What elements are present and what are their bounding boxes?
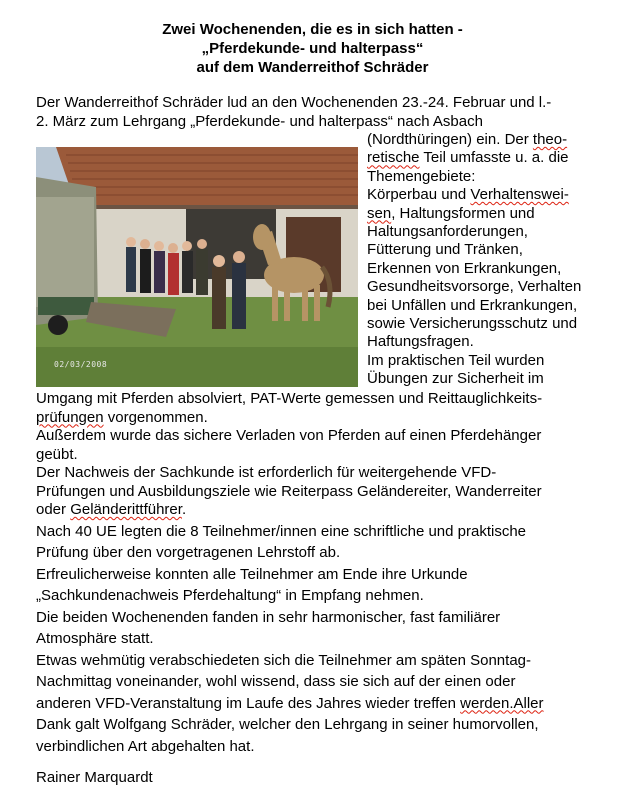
main-line: Erfreulicherweise konnten alle Teilnehmer am Ende ihre Urkunde: [36, 565, 468, 583]
side-text: Gesundheitsvorsorge, Verhalten: [367, 278, 582, 296]
side-text: Themengebiete:: [367, 167, 476, 185]
side-text: Teil umfasste u. a. die: [419, 149, 569, 167]
photo-illustration: [36, 147, 358, 387]
main-line: Nachmittag voneinander, wohl wissend, dass sie sich auf der einen oder: [36, 673, 516, 690]
main-line: Umgang mit Pferden absolviert, PAT-Werte gemessen und Reittauglichkeits-: [36, 390, 543, 407]
side-text: Fütterung und Tränken,: [367, 241, 523, 259]
side-text: Im praktischen Teil wurden: [367, 351, 545, 369]
article-title: [0, 20, 625, 77]
side-text: (Nordthüringen) ein. Der: [367, 131, 533, 148]
main-line: vorgenommen.: [103, 408, 208, 426]
intro-paragraph: [36, 94, 611, 131]
side-text: , Haltungsformen und: [391, 204, 535, 222]
side-text: bei Unfällen und Erkrankungen,: [367, 296, 578, 314]
main-line: anderen VFD-Veranstaltung im Laufe des Jahres wieder treffen: [36, 694, 461, 712]
spellcheck-word: Verhaltenswei-: [470, 186, 569, 204]
spellcheck-word: theo-: [532, 131, 568, 148]
side-text: Übungen zur Sicherheit im: [367, 370, 544, 388]
main-line: oder: [36, 501, 71, 518]
main-line: .: [181, 501, 187, 518]
main-line: Prüfung über den vorgetragenen Lehrstoff ab.: [36, 544, 341, 561]
main-line: Dank galt Wolfgang Schräder, welcher den Lehrgang in seiner humorvollen,: [36, 716, 539, 733]
spellcheck-word: werden.Aller: [460, 694, 544, 712]
main-line: Außerdem wurde das sichere Verladen von Pferden auf einen Pferdehänger: [36, 427, 542, 444]
intro-line-2: 2. März zum Lehrgang „Pferdekunde- und halterpass“ nach Asbach: [36, 112, 483, 130]
main-line: „Sachkundenachweis Pferdehaltung“ in Empfang nehmen.: [36, 587, 424, 604]
main-line: Nach 40 UE legten die 8 Teilnehmer/innen eine schriftliche und praktische: [36, 522, 527, 540]
group-photo: [36, 147, 358, 387]
topics-column: [367, 131, 617, 388]
main-line: Der Nachweis der Sachkunde ist erforderlich für weitergehende VFD-: [36, 464, 497, 481]
side-text: Haltungsanforderungen,: [367, 222, 528, 240]
main-paragraph: [36, 390, 611, 756]
spellcheck-word: sen: [367, 204, 392, 222]
photo-date-stamp: 02/03/2008: [54, 360, 108, 369]
intro-line-1: Der Wanderreithof Schräder lud an den Wochenenden 23.-24. Februar und l.-: [36, 94, 552, 111]
main-line: geübt.: [36, 445, 78, 463]
main-line: Atmosphäre statt.: [36, 630, 154, 647]
main-line: Prüfungen und Ausbildungsziele wie Reiterpass Geländereiter, Wanderreiter: [36, 482, 542, 500]
side-text: Körperbau und: [367, 186, 471, 204]
title-line-3: auf dem Wanderreithof Schräder: [196, 59, 429, 76]
main-line: Etwas wehmütig verabschiedeten sich die Teilnehmer am späten Sonntag-: [36, 651, 531, 669]
title-line-2: „Pferdekunde- und halterpass“: [201, 40, 424, 57]
author-name: Rainer Marquardt: [36, 769, 153, 786]
spellcheck-word: retische: [367, 149, 420, 167]
side-text: Erkennen von Erkrankungen,: [367, 259, 562, 277]
title-line-1: Zwei Wochenenden, die es in sich hatten -: [162, 21, 463, 38]
main-line: Die beiden Wochenenden fanden in sehr harmonischer, fast familiärer: [36, 608, 501, 626]
side-text: Haftungsfragen.: [367, 333, 474, 351]
spellcheck-word: Geländerittführer: [70, 501, 182, 518]
side-text: sowie Versicherungsschutz und: [367, 314, 578, 332]
spellcheck-word: prüfungen: [36, 408, 104, 426]
main-line: verbindlichen Art abgehalten hat.: [36, 737, 255, 755]
